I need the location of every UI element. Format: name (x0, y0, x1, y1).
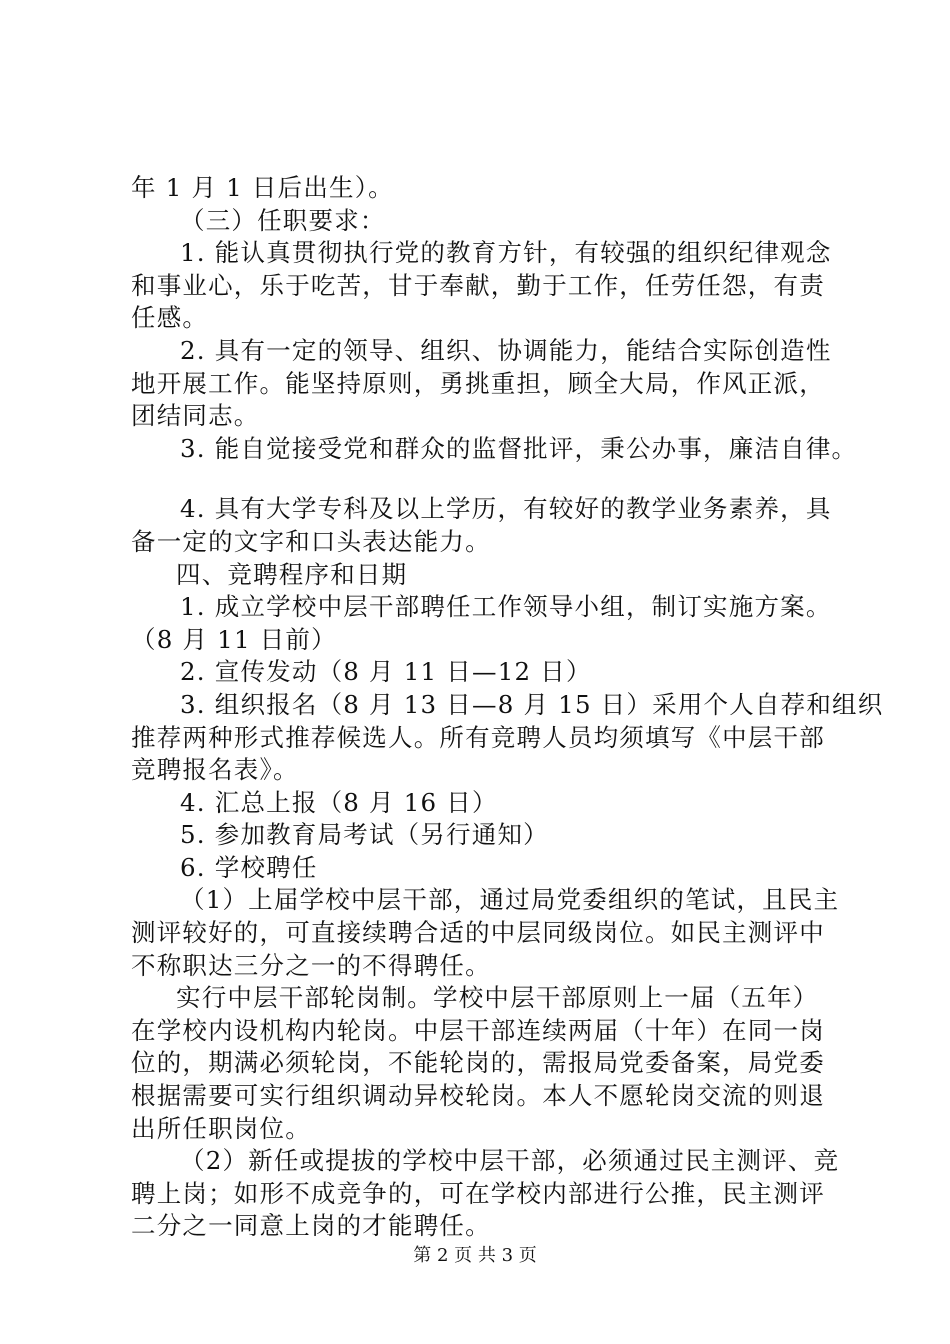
document-body (131, 172, 884, 1243)
text-line: 5. 参加教育局考试（另行通知） (180, 820, 549, 850)
section-heading: 四、竞聘程序和日期 (176, 559, 408, 589)
text-line: 测评较好的，可直接续聘合适的中层同级岗位。如民主测评中 (131, 918, 825, 948)
text-line: 4. 汇总上报（8 月 16 日） (180, 787, 498, 817)
text-line: 6. 学校聘任 (180, 852, 318, 882)
text-line: （2）新任或提拔的学校中层干部，必须通过民主测评、竞 (180, 1146, 840, 1176)
text-line: 地开展工作。能坚持原则，勇挑重担，顾全大局，作风正派， (131, 368, 825, 398)
text-line: 2. 宣传发动（8 月 11 日—12 日） (180, 657, 592, 687)
text-line: 1. 能认真贯彻执行党的教育方针，有较强的组织纪律观念 (180, 238, 832, 268)
text-line: 任感。 (131, 303, 209, 333)
paragraph-gap (131, 465, 851, 493)
text-line: 在学校内设机构内轮岗。中层干部连续两届（十年）在同一岗 (131, 1015, 825, 1045)
text-line: 推荐两种形式推荐候选人。所有竞聘人员均须填写《中层干部 (131, 722, 825, 752)
text-line: 3. 组织报名（8 月 13 日—8 月 15 日）采用个人自荐和组织 (180, 689, 884, 719)
text-line: 1. 成立学校中层干部聘任工作领导小组，制订实施方案。 (180, 592, 832, 622)
text-line: （1）上届学校中层干部，通过局党委组织的笔试，且民主 (180, 885, 840, 915)
text-line: 备一定的文字和口头表达能力。 (131, 526, 491, 556)
section-heading: （三）任职要求： (180, 205, 386, 235)
text-line: 不称职达三分之一的不得聘任。 (131, 950, 491, 980)
text-line: 出所任职岗位。 (131, 1113, 311, 1143)
text-line: （8 月 11 日前） (131, 624, 337, 654)
text-line: 实行中层干部轮岗制。学校中层干部原则上一届（五年） (176, 983, 819, 1013)
text-line: 聘上岗；如形不成竞争的，可在学校内部进行公推，民主测评 (131, 1178, 825, 1208)
text-line: 根据需要可实行组织调动异校轮岗。本人不愿轮岗交流的则退 (131, 1081, 825, 1111)
text-line: 位的，期满必须轮岗，不能轮岗的，需报局党委备案，局党委 (131, 1048, 825, 1078)
text-line: 3. 能自觉接受党和群众的监督批评，秉公办事，廉洁自律。 (180, 433, 858, 463)
text-line: 2. 具有一定的领导、组织、协调能力，能结合实际创造性 (180, 335, 832, 365)
text-line: 二分之一同意上岗的才能聘任。 (131, 1211, 491, 1241)
text-line: 4. 具有大学专科及以上学历，有较好的教学业务素养，具 (180, 494, 832, 524)
text-line: 团结同志。 (131, 401, 260, 431)
text-line: 竞聘报名表》。 (131, 755, 299, 785)
page-footer: 第 2 页 共 3 页 (413, 1245, 537, 1266)
text-line: 和事业心，乐于吃苦，甘于奉献，勤于工作，任劳任怨，有责 (131, 270, 825, 300)
text-line: 年 1 月 1 日后出生）。 (131, 173, 394, 202)
